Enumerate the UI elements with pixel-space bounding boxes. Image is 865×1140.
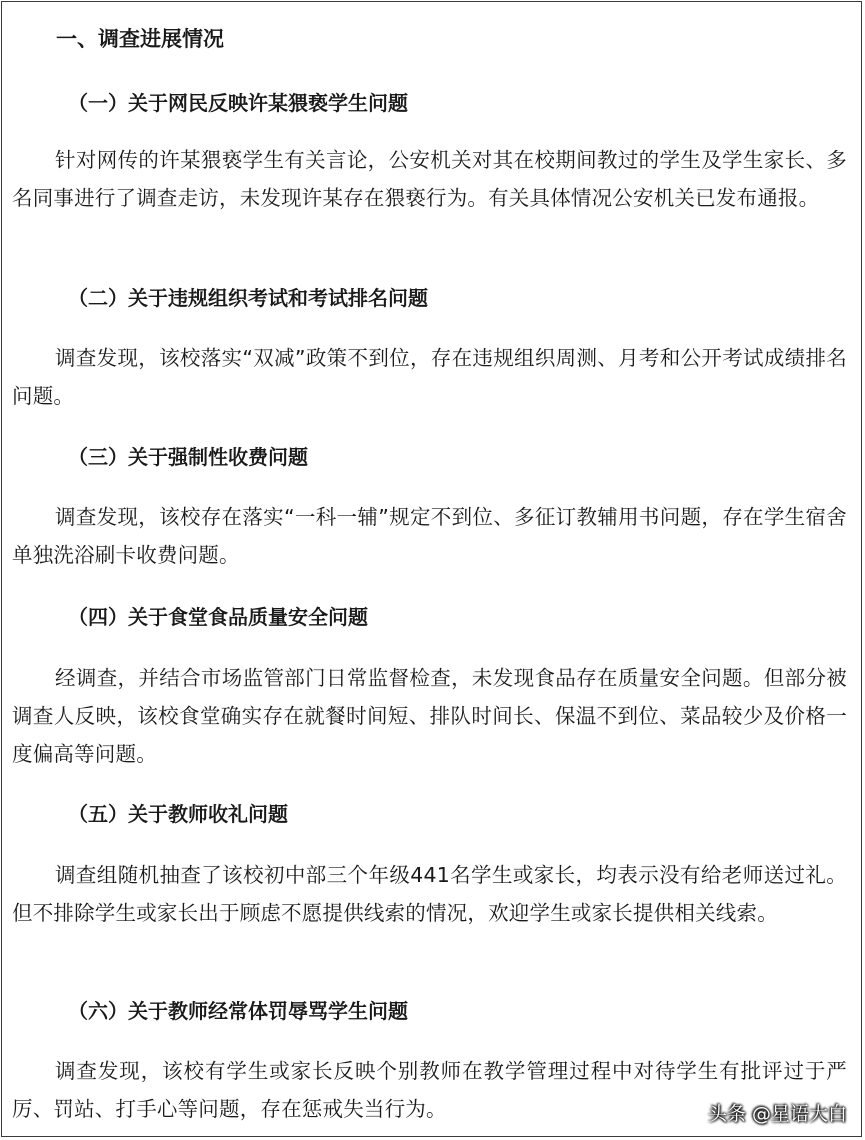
paragraph-6: 调查发现，该校有学生或家长反映个别教师在教学管理过程中对待学生有批评过于严厉、罚站、打手心等问题，存在惩戒失当行为。 bbox=[12, 1059, 847, 1121]
paragraph-2: 调查发现，该校落实“双减”政策不到位，存在违规组织周测、月考和公开考试成绩排名问题。 bbox=[12, 346, 847, 408]
watermark-author: 头条 @星语大白 bbox=[707, 1103, 847, 1125]
sub-heading-1: （一）关于网民反映许某猥亵学生问题 bbox=[68, 91, 408, 115]
paragraph-3: 调查发现，该校存在落实“一科一辅”规定不到位、多征订教辅用书问题，存在学生宿舍单独洗浴刷卡收费问题。 bbox=[12, 505, 847, 567]
paragraph-4: 经调查，并结合市场监管部门日常监督检查，未发现食品存在质量安全问题。但部分被调查人反映，该校食堂确实存在就餐时间短、排队时间长、保温不到位、菜品较少及价格一度偏高等问题。 bbox=[12, 666, 847, 766]
sub-heading-4: （四）关于食堂食品质量安全问题 bbox=[68, 605, 368, 629]
sub-heading-2: （二）关于违规组织考试和考试排名问题 bbox=[68, 286, 428, 310]
sub-heading-6: （六）关于教师经常体罚辱骂学生问题 bbox=[68, 999, 408, 1023]
paragraph-5: 调查组随机抽查了该校初中部三个年级441名学生或家长，均表示没有给老师送过礼。但不排除学生或家长出于顾虑不愿提供线索的情况，欢迎学生或家长提供相关线索。 bbox=[12, 863, 847, 925]
sub-heading-5: （五）关于教师收礼问题 bbox=[68, 802, 288, 826]
paragraph-1: 针对网传的许某猥亵学生有关言论，公安机关对其在校期间教过的学生及学生家长、多名同事进行了调查走访，未发现许某存在猥亵行为。有关具体情况公安机关已发布通报。 bbox=[12, 148, 847, 210]
section-title: 一、调查进展情况 bbox=[56, 27, 224, 51]
sub-heading-3: （三）关于强制性收费问题 bbox=[68, 445, 308, 469]
